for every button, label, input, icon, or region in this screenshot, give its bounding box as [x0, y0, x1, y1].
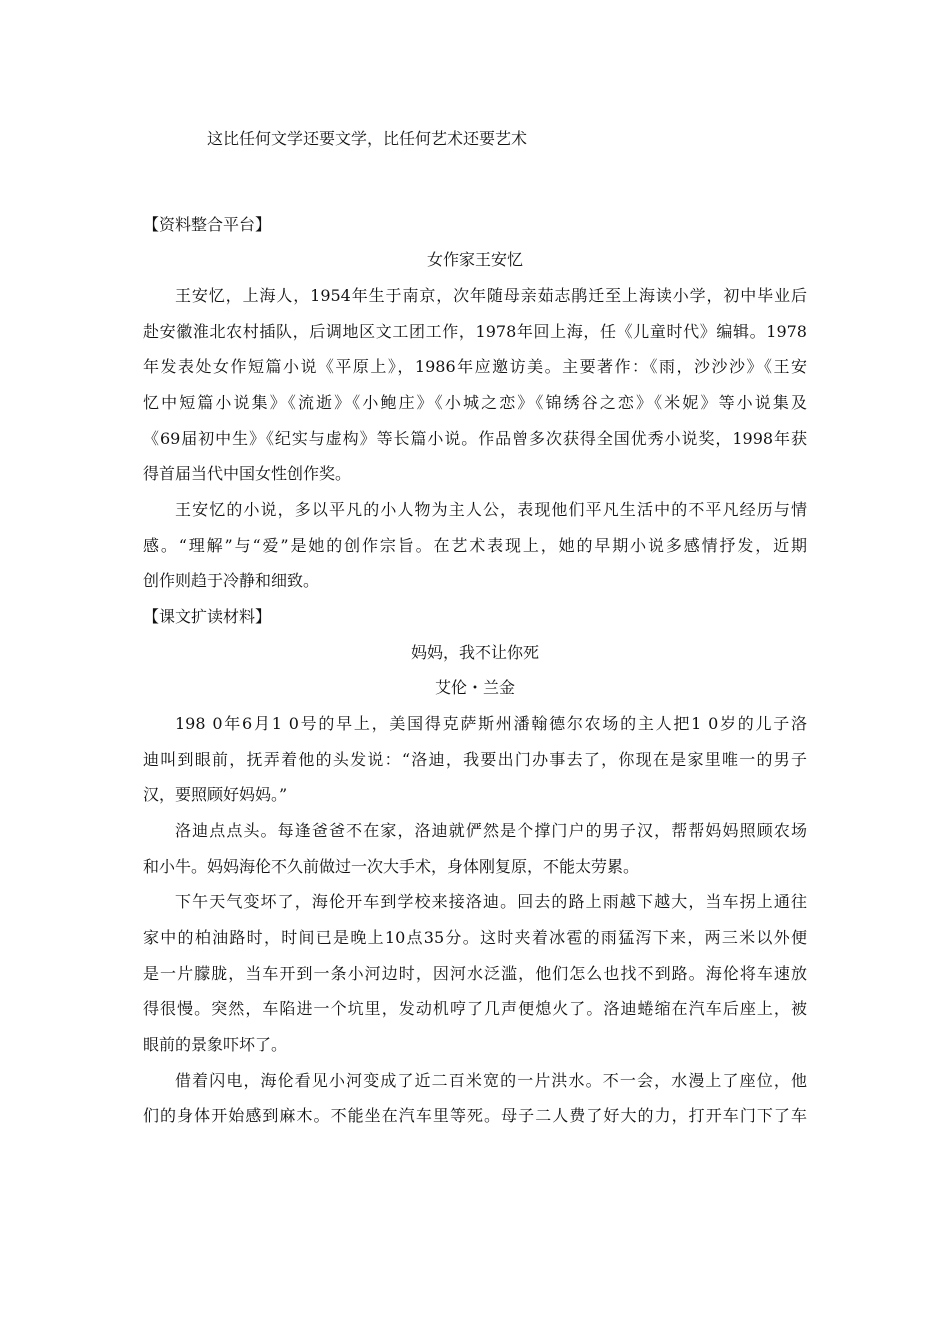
paragraph-line: 感。“理解”与“爱”是她的创作宗旨。在艺术表现上，她的早期小说多感情抒发，近期	[143, 536, 807, 555]
paragraph-line: 忆中短篇小说集》《流逝》《小鲍庄》《小城之恋》《锦绣谷之恋》《米妮》等小说集及	[143, 393, 807, 412]
paragraph-line: 年发表处女作短篇小说《平原上》，1986年应邀访美。主要著作：《雨，沙沙沙》《王安	[143, 357, 807, 376]
story-author: 艾伦・兰金	[434, 678, 515, 697]
paragraph-line: 是一片朦胧，当车开到一条小河边时，因河水泛滥，他们怎么也找不到路。海伦将车速放	[143, 964, 807, 983]
section-label-extended-reading: 【课文扩读材料】	[143, 607, 272, 626]
paragraph-line: 和小牛。妈妈海伦不久前做过一次大手术，身体刚复原，不能太劳累。	[143, 857, 640, 876]
paragraph-line: 家中的柏油路时，时间已是晚上10点35分。这时夹着冰雹的雨猛泻下来，两三米以外便	[143, 928, 807, 947]
paragraph-line: 王安忆的小说，多以平凡的小人物为主人公，表现他们平凡生活中的不平凡经历与情	[175, 500, 807, 519]
paragraph-line: 得很慢。突然，车陷进一个坑里，发动机哼了几声便熄火了。洛迪蜷缩在汽车后座上，被	[143, 999, 807, 1018]
paragraph-line: 赴安徽淮北农村插队，后调地区文工团工作，1978年回上海，任《儿童时代》编辑。1978	[143, 322, 807, 341]
intro-quote: 这比任何文学还要文学，比任何艺术还要艺术	[207, 129, 528, 148]
paragraph-line: 借着闪电，海伦看见小河变成了近二百米宽的一片洪水。不一会，水漫上了座位，他	[175, 1071, 807, 1090]
paragraph-line: 汉，要照顾好妈妈。”	[143, 785, 288, 804]
paragraph-line: 198 0年6月1 0号的早上，美国得克萨斯州潘翰德尔农场的主人把1 0岁的儿子洛	[175, 714, 807, 733]
paragraph-line: 下午天气变坏了，海伦开车到学校来接洛迪。回去的路上雨越下越大，当车拐上通往	[175, 892, 807, 911]
section-title-author: 女作家王安忆	[426, 250, 523, 269]
paragraph-line: 迪叫到眼前，抚弄着他的头发说：“洛迪，我要出门办事去了，你现在是家里唯一的男子	[143, 750, 807, 769]
section-label-materials: 【资料整合平台】	[143, 215, 272, 234]
paragraph-line: 创作则趋于冷静和细致。	[143, 571, 320, 590]
paragraph-line: 洛迪点点头。每逢爸爸不在家，洛迪就俨然是个撑门户的男子汉，帮帮妈妈照顾农场	[175, 821, 807, 840]
paragraph-line: 们的身体开始感到麻木。不能坐在汽车里等死。母子二人费了好大的力，打开车门下了车	[143, 1106, 807, 1125]
story-title: 妈妈，我不让你死	[410, 643, 539, 662]
paragraph-line: 眼前的景象吓坏了。	[143, 1035, 288, 1054]
paragraph-line: 王安忆，上海人，1954年生于南京，次年随母亲茹志鹃迁至上海读小学，初中毕业后	[175, 286, 807, 305]
paragraph-line: 得首届当代中国女性创作奖。	[143, 464, 352, 483]
paragraph-line: 《69届初中生》《纪实与虚构》等长篇小说。作品曾多次获得全国优秀小说奖，1998年获	[143, 429, 807, 448]
